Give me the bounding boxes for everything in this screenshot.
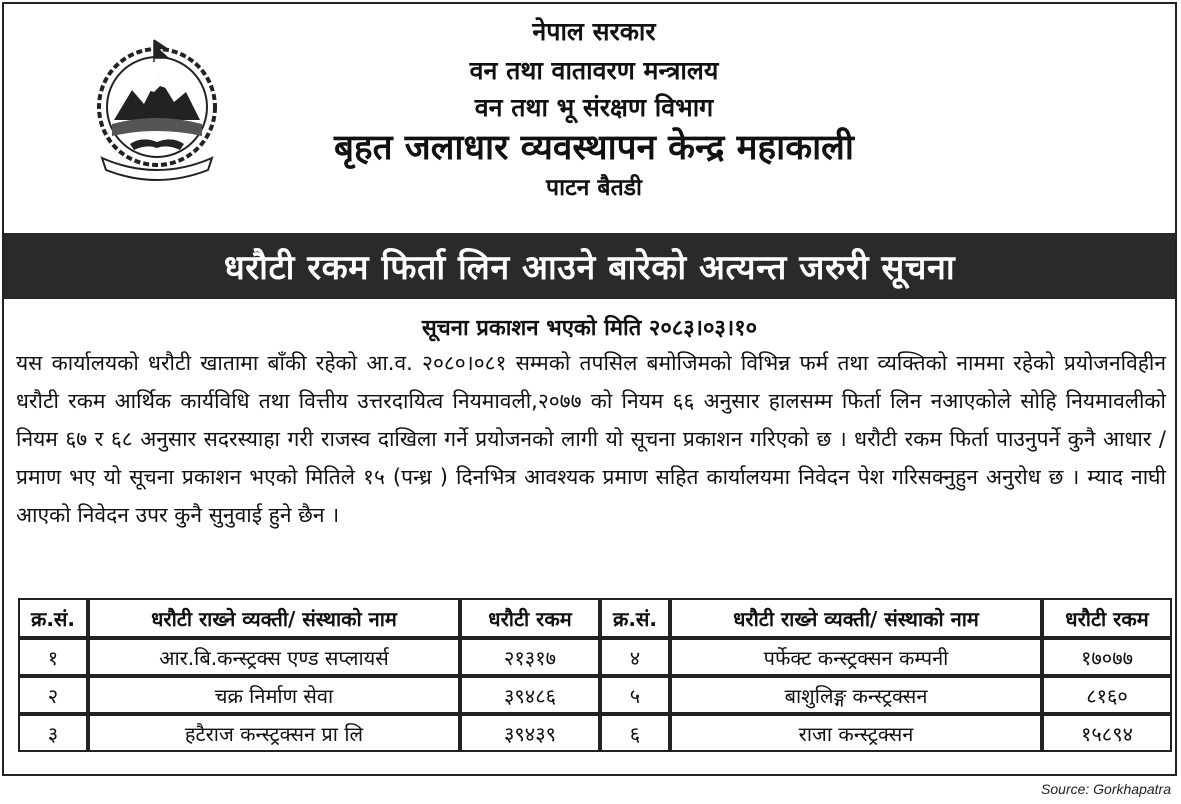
col-header-amount: धरौटी रकम <box>460 598 600 638</box>
serial-cell: ४ <box>600 638 670 676</box>
serial-cell: ३ <box>18 714 88 752</box>
col-header-serial: क्र.सं. <box>18 598 88 638</box>
name-cell: हटैराज कन्स्ट्रक्सन प्रा लि <box>88 714 460 752</box>
amount-cell: १५८९४ <box>1042 714 1172 752</box>
col-header-amount-2: धरौटी रकम <box>1042 598 1172 638</box>
office-header <box>194 14 994 201</box>
deposit-table <box>18 598 1172 752</box>
amount-cell: ३९४३९ <box>460 714 600 752</box>
amount-cell: १७०७७ <box>1042 638 1172 676</box>
name-cell: राजा कन्स्ट्रक्सन <box>670 714 1042 752</box>
table-row <box>18 676 1172 714</box>
office-name: बृहत जलाधार व्यवस्थापन केन्द्र महाकाली <box>334 128 854 169</box>
notice-title: धरौटी रकम फिर्ता लिन आउने बारेको अत्यन्त जरुरी सूचना <box>4 233 1175 299</box>
government-name: नेपाल सरकार <box>532 17 656 46</box>
serial-cell: ५ <box>600 676 670 714</box>
department-name: वन तथा भू संरक्षण विभाग <box>474 92 714 122</box>
amount-cell: ३९४८६ <box>460 676 600 714</box>
col-header-name: धरौटी राख्ने व्यक्ती/ संस्थाको नाम <box>88 598 460 638</box>
name-cell: चक्र निर्माण सेवा <box>88 676 460 714</box>
table-row <box>18 714 1172 752</box>
serial-cell: ६ <box>600 714 670 752</box>
ministry-name: वन तथा वातावरण मन्त्रालय <box>469 55 719 85</box>
col-header-name-2: धरौटी राख्ने व्यक्ती/ संस्थाको नाम <box>670 598 1042 638</box>
table-row <box>18 638 1172 676</box>
source-credit: Source: Gorkhapatra <box>1041 781 1171 797</box>
name-cell: बाशुलिङ्ग कन्स्ट्रक्सन <box>670 676 1042 714</box>
amount-cell: २१३१७ <box>460 638 600 676</box>
office-location: पाटन बैतडी <box>546 174 642 201</box>
serial-cell: १ <box>18 638 88 676</box>
name-cell: आर.बि.कन्स्ट्रक्स एण्ड सप्लायर्स <box>88 638 460 676</box>
serial-cell: २ <box>18 676 88 714</box>
notice-frame <box>2 2 1177 776</box>
table-header-row <box>18 598 1172 638</box>
name-cell: पर्फेक्ट कन्स्ट्रक्सन कम्पनी <box>670 638 1042 676</box>
notice-body: यस कार्यालयको धरौटी खातामा बाँकी रहेको आ.व. २०८०।०८१ सम्मको तपसिल बमोजिमको विभिन्न फर्म तथा व्यक्तिको नाममा रहेको प्रयोजनविहीन धरौटी रकम आर्थिक कार्यविधि तथा वित्तीय उत्तरदायित्व नियमावली,२०७७ को नियम ६६ अनुसार हालसम्म फिर्ता लिन नआएकोले सोहि नियमावलीको नियम ६७ र ६८ अनुसार सदरस्याहा गरी राजस्व दाखिला गर्ने प्रयोजनको लागी यो सूचना प्रकाशन गरिएको छ । धरौटी रकम फिर्ता पाउनुपर्ने कुनै आधार / प्रमाण भए यो सूचना प्रकाशन भएको मितिले १५ (पन्ध्र ) दिनभित्र आवश्यक प्रमाण सहित कार्यालयमा निवेदन पेश गरिसक्नुहुन अनुरोध छ । म्याद नाघी आएको निवेदन उपर कुनै सुनुवाई हुने छैन । <box>16 351 1166 527</box>
col-header-serial-2: क्र.सं. <box>600 598 670 638</box>
publication-date: सूचना प्रकाशन भएको मिति २०८३।०३।१० <box>421 316 758 341</box>
amount-cell: ८१६० <box>1042 676 1172 714</box>
